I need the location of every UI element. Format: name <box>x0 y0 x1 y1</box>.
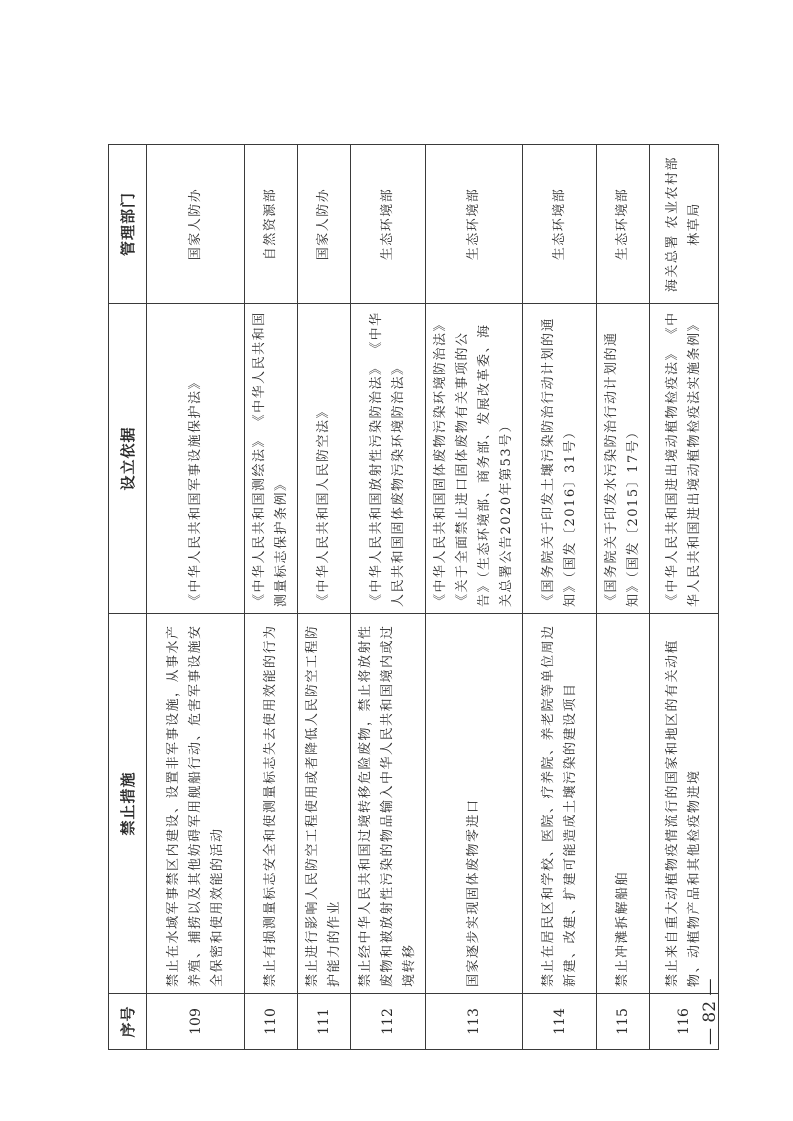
row-basis: 《中华人民共和国放射性污染防治法》 《中华人民共和国固体废物污染环境防治法》 <box>351 304 426 614</box>
table-row <box>245 145 298 1050</box>
header-dept: 管理部门 <box>109 145 147 304</box>
row-dept: 生态环境部 <box>523 145 597 304</box>
row-measure: 禁止来自重大动植物疫情流行的国家和地区的有关动植物、动植物产品和其他检疫物进境 <box>650 614 719 994</box>
row-measure: 国家逐步实现固体废物零进口 <box>426 614 523 994</box>
header-basis: 设立依据 <box>109 304 147 614</box>
row-dept: 生态环境部 <box>351 145 426 304</box>
table-row <box>147 145 245 1050</box>
row-measure: 禁止有损测量标志安全和使测量标志失去使用效能的行为 <box>245 614 298 994</box>
header-measure: 禁止措施 <box>109 614 147 994</box>
row-dept: 生态环境部 <box>426 145 523 304</box>
row-number: 113 <box>426 994 523 1050</box>
row-basis: 《中华人民共和国进出境动植物检疫法》 《中华人民共和国进出境动植物检疫法实施条例》 <box>650 304 719 614</box>
row-dept: 国家人防办 <box>147 145 245 304</box>
table-row <box>351 145 426 1050</box>
row-number: 109 <box>147 994 245 1050</box>
table-row <box>523 145 597 1050</box>
row-number: 112 <box>351 994 426 1050</box>
row-dept: 海关总署 农业农村部 林草局 <box>650 145 719 304</box>
row-dept: 自然资源部 <box>245 145 298 304</box>
row-number: 114 <box>523 994 597 1050</box>
prohibition-measures-table <box>108 144 719 1050</box>
row-measure: 禁止冲滩拆解船舶 <box>597 614 650 994</box>
table-row <box>597 145 650 1050</box>
row-basis: 《国务院关于印发土壤污染防治行动计划的通知》（国发〔2016〕31号） <box>523 304 597 614</box>
row-basis: 《中华人民共和国军事设施保护法》 <box>147 304 245 614</box>
row-measure: 禁止在居民区和学校、医院、疗养院、养老院等单位周边新建、改建、扩建可能造成土壤污染的建设项目 <box>523 614 597 994</box>
row-dept: 国家人防办 <box>298 145 351 304</box>
page-number: — 82 — <box>700 978 720 1045</box>
row-number: 116 <box>650 994 719 1050</box>
row-basis: 《中华人民共和国人民防空法》 <box>298 304 351 614</box>
row-measure: 禁止进行影响人民防空工程使用或者降低人民防空工程防护能力的作业 <box>298 614 351 994</box>
row-measure: 禁止在水域军事禁区内建设、设置非军事设施，从事水产养殖、捕捞以及其他妨碍军用舰船行动、危害军事设施安全保密和使用效能的活动 <box>147 614 245 994</box>
row-dept: 生态环境部 <box>597 145 650 304</box>
header-num: 序号 <box>109 994 147 1050</box>
row-number: 111 <box>298 994 351 1050</box>
row-basis: 《中华人民共和国测绘法》 《中华人民共和国测量标志保护条例》 <box>245 304 298 614</box>
row-number: 115 <box>597 994 650 1050</box>
row-number: 110 <box>245 994 298 1050</box>
table-row <box>650 145 719 1050</box>
table-row <box>426 145 523 1050</box>
table-row <box>298 145 351 1050</box>
table-header-row <box>109 145 147 1050</box>
row-basis: 《国务院关于印发水污染防治行动计划的通知》（国发〔2015〕17号） <box>597 304 650 614</box>
row-measure: 禁止经中华人民共和国过境转移危险废物，禁止将放射性废物和被放射性污染的物品输入中华人民共和国境内或过境转移 <box>351 614 426 994</box>
row-basis: 《中华人民共和国固体废物污染环境防治法》 《关于全面禁止进口固体废物有关事项的公告》（生态环境部、商务部、发展改革委、海关总署公告2020年第53号） <box>426 304 523 614</box>
rotated-table-container <box>108 145 702 1050</box>
